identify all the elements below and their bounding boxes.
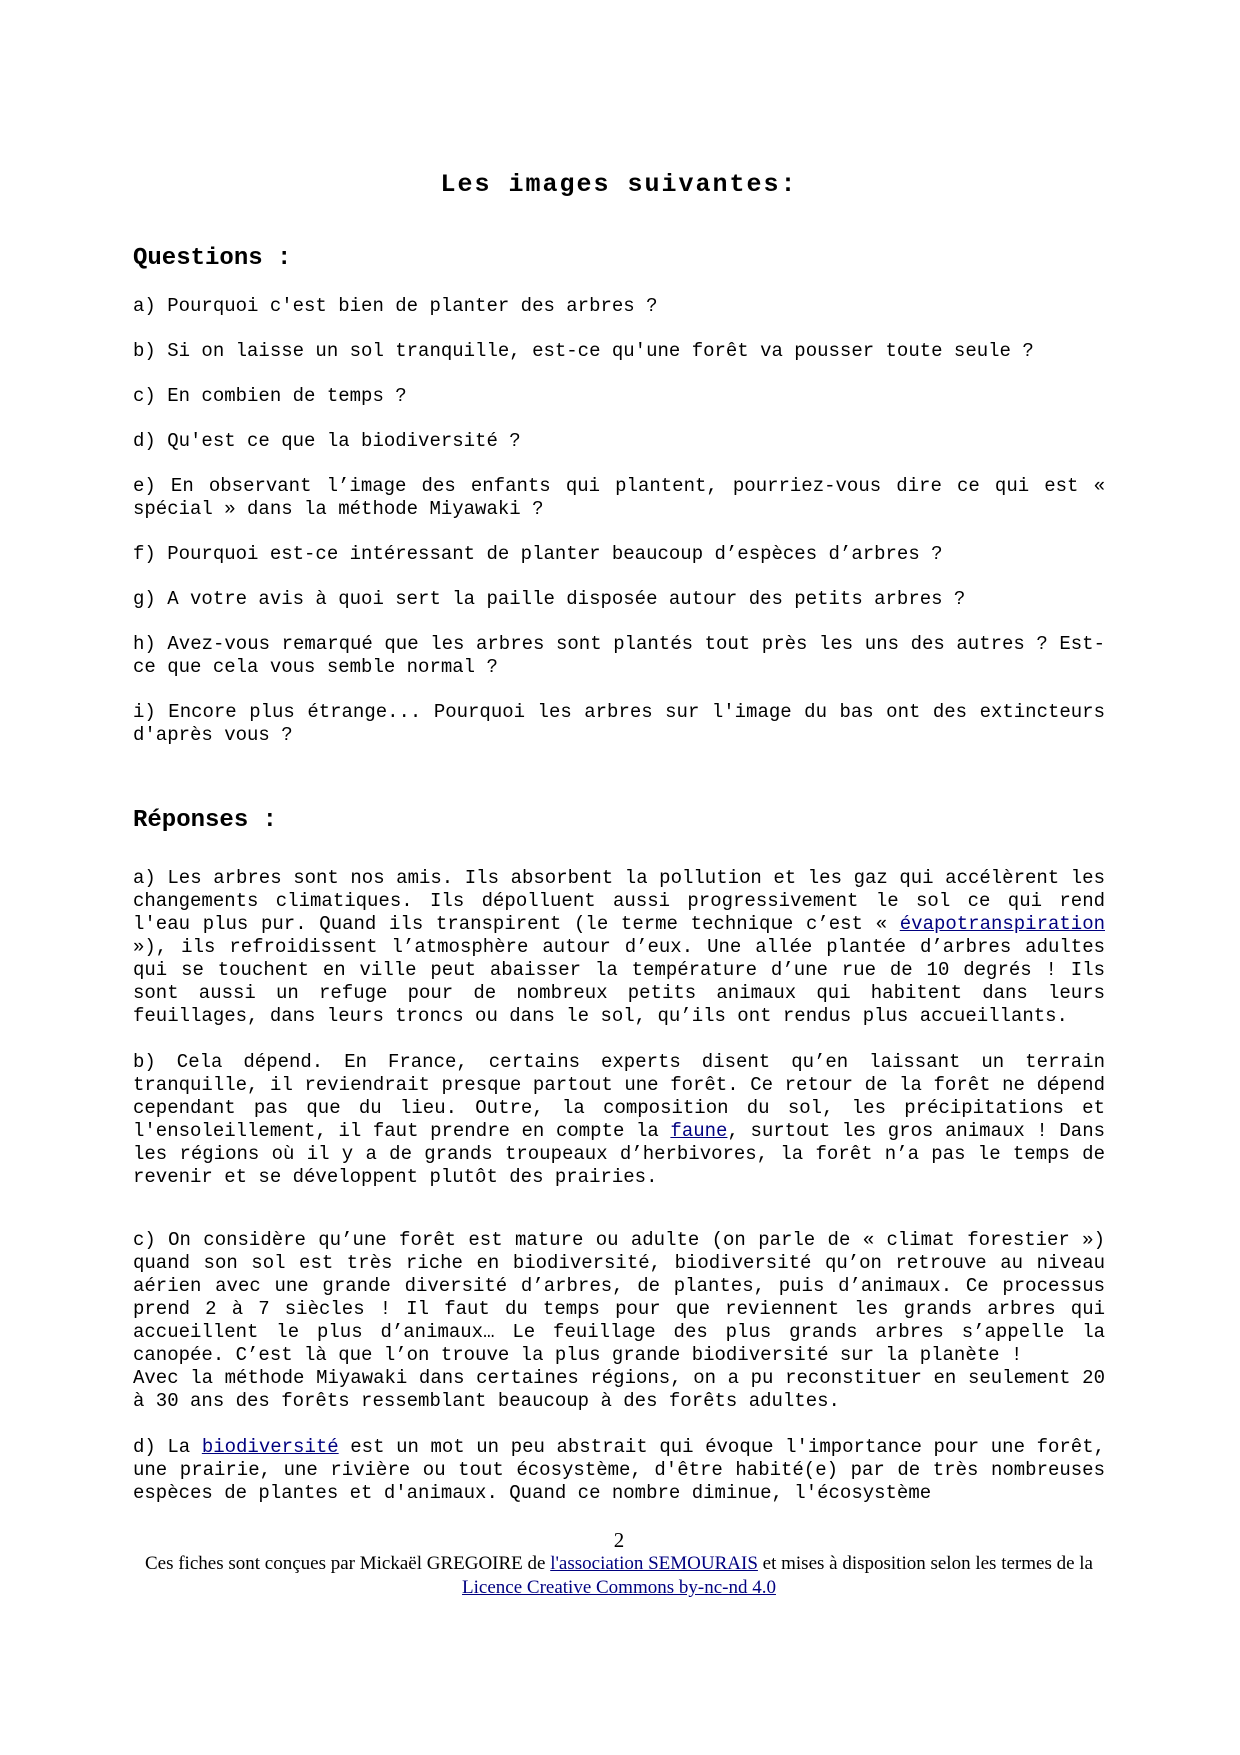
response-c-paragraph-2: Avec la méthode Miyawaki dans certaines régions, on a pu reconstituer en seulement 20 à 30 ans des forêts ressemblant beaucoup à des forêts adultes.: [133, 1367, 1105, 1412]
response-d: [133, 1436, 1105, 1505]
question-d: d) Qu'est ce que la biodiversité ?: [133, 430, 521, 452]
page-number: 2: [613, 1528, 625, 1552]
question-i: i) Encore plus étrange... Pourquoi les arbres sur l'image du bas ont des extincteurs d'après vous ?: [133, 701, 1105, 746]
responses-heading: Réponses :: [133, 807, 278, 834]
question-h: h) Avez-vous remarqué que les arbres sont plantés tout près les uns des autres ? Est-ce que cela vous semble normal ?: [133, 633, 1105, 678]
response-a-text-before: a) Les arbres sont nos amis. Ils absorbent la pollution et les gaz qui accélèrent les changements climatiques. Ils dépolluent aussi progressivement le sol ce qui rend l'eau plus pur. Quand ils transpirent (le terme technique c’est «: [133, 867, 1105, 935]
response-b-text-before: b) Cela dépend. En France, certains experts disent qu’en laissant un terrain tranquille, il reviendrait presque partout une forêt. Ce retour de la forêt ne dépend cependant pas que du lieu. Outre, la composition du sol, les précipitations et l'ensoleillement, il faut prendre en compte la: [133, 1051, 1105, 1142]
footer-credit-line: [133, 1552, 1105, 1576]
biodiversite-link[interactable]: biodiversité: [201, 1436, 339, 1458]
response-d-text-before: d) La: [133, 1436, 202, 1458]
question-f: f) Pourquoi est-ce intéressant de planter beaucoup d’espèces d’arbres ?: [133, 543, 943, 565]
faune-link[interactable]: faune: [670, 1120, 728, 1142]
creative-commons-license-link[interactable]: Licence Creative Commons by-nc-nd 4.0: [462, 1577, 776, 1598]
footer-credit-before: Ces fiches sont conçues par Mickaël GREGOIRE de: [144, 1553, 551, 1574]
response-c: [133, 1229, 1105, 1413]
association-semourais-link[interactable]: l'association SEMOURAIS: [550, 1553, 758, 1574]
evapotranspiration-link[interactable]: évapotranspiration: [899, 913, 1105, 935]
footer-license-line: [133, 1576, 1105, 1600]
response-a: [133, 867, 1105, 1028]
response-b: [133, 1051, 1105, 1189]
question-b: b) Si on laisse un sol tranquille, est-ce qu'une forêt va pousser toute seule ?: [133, 340, 1034, 362]
response-c-paragraph-1: c) On considère qu’une forêt est mature ou adulte (on parle de « climat forestier ») quand son sol est très riche en biodiversité, biodiversité qu’on retrouve au niveau aérien avec une grande diversité d’arbres, de plantes, puis d’animaux. Ce processus prend 2 à 7 siècles ! Il faut du temps pour que reviennent les grands arbres qui accueillent le plus d’animaux… Le feuillage des plus grands arbres s’appelle la canopée. C’est là que l’on trouve la plus grande biodiversité sur la planète !: [133, 1229, 1105, 1366]
response-b-text-after: , surtout les gros animaux ! Dans les régions où il y a de grands troupeaux d’herbivores, la forêt n’a pas le temps de revenir et se développent plutôt des prairies.: [133, 1120, 1106, 1188]
footer-credit-after: et mises à disposition selon les termes de la: [757, 1553, 1093, 1574]
response-a-text-after: »), ils refroidissent l’atmosphère autour d’eux. Une allée plantée d’arbres adultes qui se touchent en ville peut abaisser la température d’une rue de 10 degrés ! Ils sont aussi un refuge pour de nombreux petits animaux qui habitent dans leurs feuillages, dans leurs troncs ou dans le sol, qu’ils ont rendus plus accueillants.: [133, 936, 1105, 1027]
response-d-text-after: est un mot un peu abstrait qui évoque l'importance pour une forêt, une prairie, une rivière ou tout écosystème, d'être habité(e) par de très nombreuses espèces de plantes et d'animaux. Quand ce nombre diminue, l'écosystème: [133, 1436, 1105, 1504]
page-title: Les images suivantes:: [440, 170, 798, 199]
question-a: a) Pourquoi c'est bien de planter des arbres ?: [133, 295, 658, 317]
question-c: c) En combien de temps ?: [133, 385, 407, 407]
questions-heading: Questions :: [133, 245, 292, 272]
page-footer: [133, 1552, 1105, 1600]
question-e: e) En observant l’image des enfants qui plantent, pourriez-vous dire ce qui est « spécial » dans la méthode Miyawaki ?: [133, 475, 1105, 520]
question-g: g) A votre avis à quoi sert la paille disposée autour des petits arbres ?: [133, 588, 966, 610]
